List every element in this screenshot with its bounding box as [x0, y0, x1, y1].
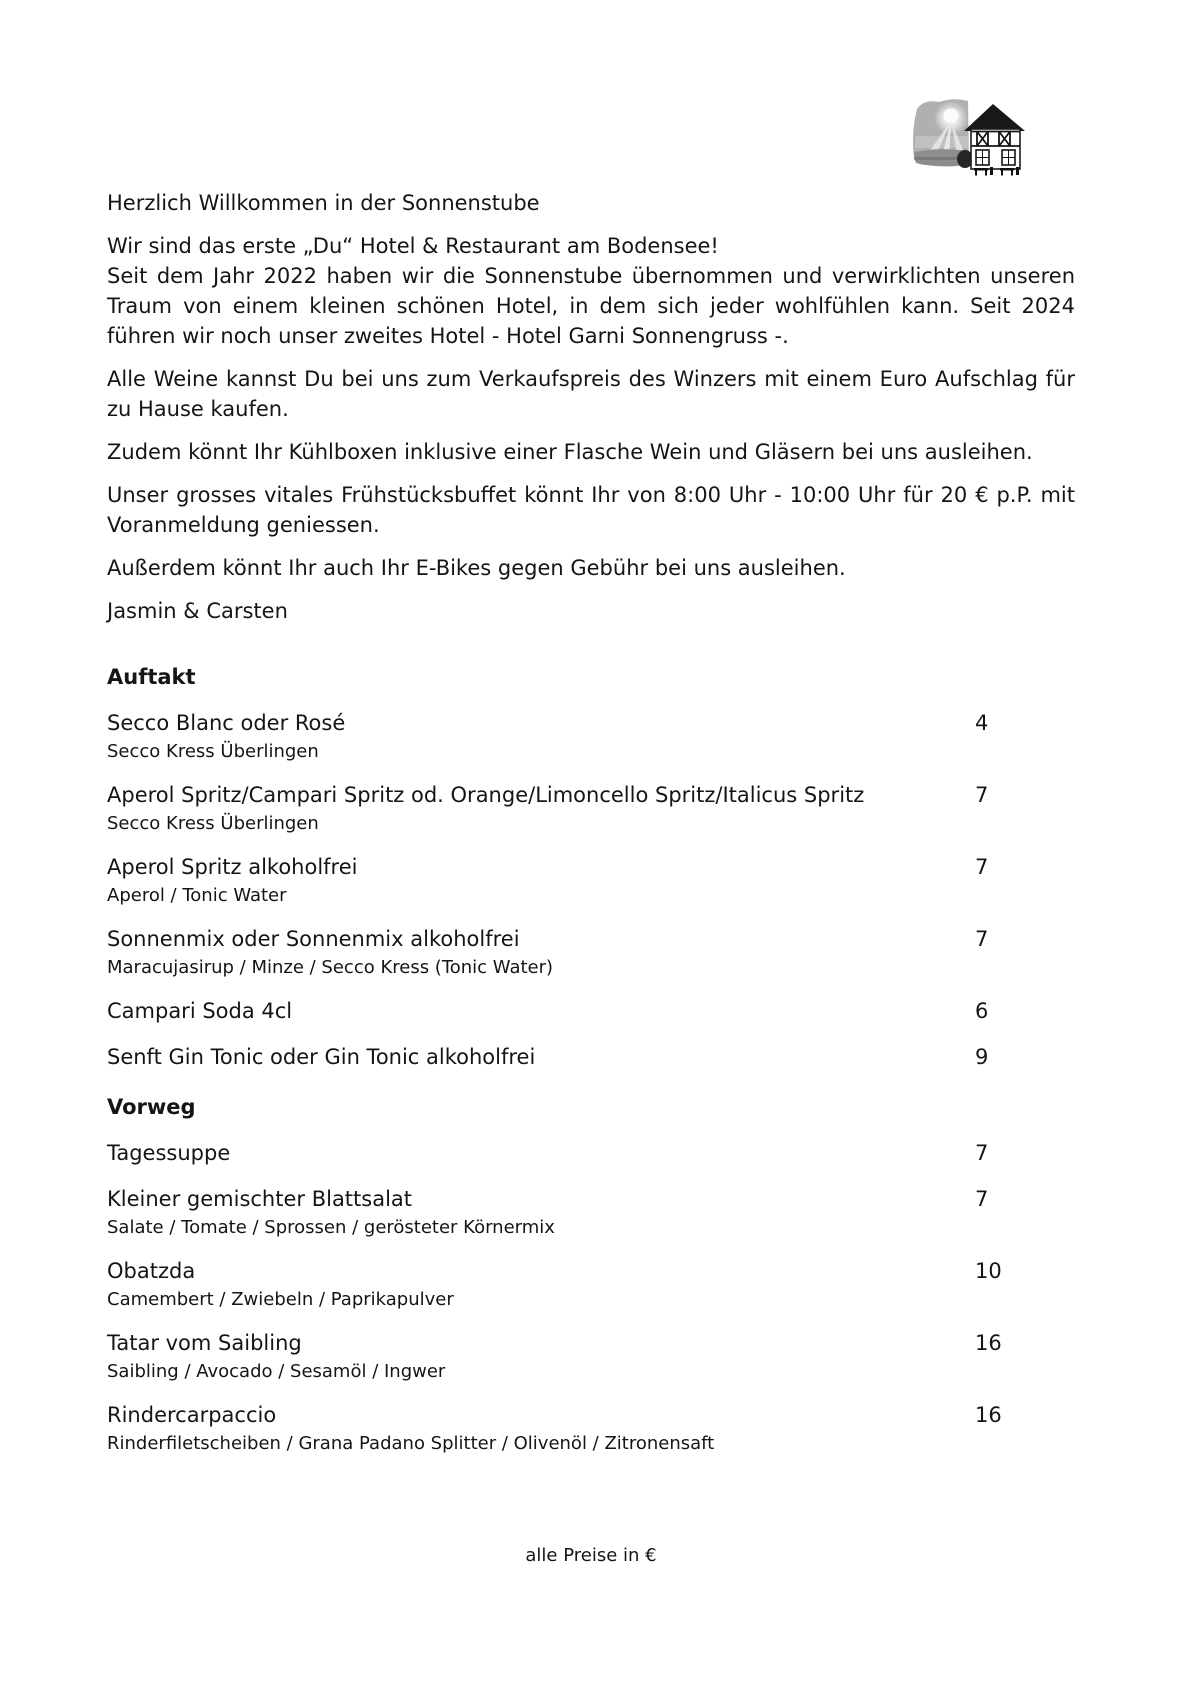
- menu-item-line: [107, 996, 1075, 1026]
- intro-paragraph-ebikes: Außerdem könnt Ihr auch Ihr E-Bikes gegen Gebühr bei uns ausleihen.: [107, 556, 846, 580]
- menu-item-name: Secco Blanc oder Rosé: [107, 711, 346, 735]
- menu-item-line: [107, 708, 1075, 738]
- menu-item: [107, 1138, 1075, 1168]
- intro-paragraph-hotel: [107, 231, 1075, 351]
- menu-section-auftakt: [107, 662, 1075, 1072]
- menu-item-desc: Aperol / Tonic Water: [107, 885, 287, 906]
- document-content: [107, 0, 1075, 1456]
- intro-paragraph-wine: Alle Weine kannst Du bei uns zum Verkaufspreis des Winzers mit einem Euro Aufschlag für zu Hause kaufen.: [107, 367, 1075, 421]
- menu-item-price: 7: [975, 855, 989, 879]
- menu-item: [107, 780, 1075, 836]
- menu-item-line: [107, 1256, 1075, 1286]
- menu-item-name: Rindercarpaccio: [107, 1403, 277, 1427]
- menu-item-price: 4: [975, 711, 989, 735]
- intro-paragraph-coolbox: Zudem könnt Ihr Kühlboxen inklusive einer Flasche Wein und Gläsern bei uns ausleihen.: [107, 440, 1033, 464]
- section-title-vorweg: Vorweg: [107, 1095, 196, 1119]
- menu-item-name: Kleiner gemischter Blattsalat: [107, 1187, 413, 1211]
- menu-item-desc: Maracujasirup / Minze / Secco Kress (Tonic Water): [107, 957, 554, 978]
- intro-line-du-hotel: Wir sind das erste „Du“ Hotel & Restaurant am Bodensee!: [107, 234, 719, 258]
- menu-item-name: Tatar vom Saibling: [107, 1331, 302, 1355]
- menu-item: [107, 924, 1075, 980]
- menu-item-desc: Secco Kress Überlingen: [107, 741, 319, 762]
- menu-item: [107, 1256, 1075, 1312]
- menu-item: [107, 852, 1075, 908]
- menu-item-desc: Salate / Tomate / Sprossen / gerösteter Körnermix: [107, 1217, 555, 1238]
- menu-item-name: Aperol Spritz/Campari Spritz od. Orange/Limoncello Spritz/Italicus Spritz: [107, 783, 865, 807]
- menu-item-name: Campari Soda 4cl: [107, 999, 293, 1023]
- menu-section-vorweg: [107, 1092, 1075, 1456]
- menu-item-line: [107, 1138, 1075, 1168]
- menu-item-desc: Camembert / Zwiebeln / Paprikapulver: [107, 1289, 454, 1310]
- menu-item-price: 10: [975, 1259, 1002, 1283]
- menu-item-price: 9: [975, 1045, 989, 1069]
- menu-item-price: 7: [975, 1187, 989, 1211]
- intro-line-history: Seit dem Jahr 2022 haben wir die Sonnenstube übernommen und verwirklichten unseren Traum von einem kleinen schönen Hotel, in dem sich jeder wohlfühlen kann. Seit 2024 führen wir noch unser zweites Hotel - Hotel Garni Sonnengruss -.: [107, 264, 1075, 348]
- menu-items-vorweg: [107, 1138, 1075, 1456]
- menu-item-line: [107, 780, 1075, 810]
- menu-item-name: Obatzda: [107, 1259, 196, 1283]
- menu-item-line: [107, 1328, 1075, 1358]
- menu-item-price: 6: [975, 999, 989, 1023]
- menu-item-desc: Saibling / Avocado / Sesamöl / Ingwer: [107, 1361, 446, 1382]
- section-title-auftakt: Auftakt: [107, 665, 196, 689]
- menu-item-name: Tagessuppe: [107, 1141, 231, 1165]
- intro-paragraph-breakfast: Unser grosses vitales Frühstücksbuffet könnt Ihr von 8:00 Uhr - 10:00 Uhr für 20 € p.P. mit Voranmeldung geniessen.: [107, 483, 1075, 537]
- menu-item-price: 7: [975, 1141, 989, 1165]
- welcome-heading: Herzlich Willkommen in der Sonnenstube: [107, 191, 540, 215]
- menu-item-name: Senft Gin Tonic oder Gin Tonic alkoholfrei: [107, 1045, 536, 1069]
- menu-item-line: [107, 1400, 1075, 1430]
- menu-item-price: 16: [975, 1403, 1002, 1427]
- menu-item: [107, 996, 1075, 1026]
- menu-item-line: [107, 852, 1075, 882]
- price-note-footer: alle Preise in €: [525, 1545, 657, 1566]
- menu-item-line: [107, 924, 1075, 954]
- menu-item-price: 16: [975, 1331, 1002, 1355]
- menu-items-auftakt: [107, 708, 1075, 1072]
- menu-item-name: Sonnenmix oder Sonnenmix alkoholfrei: [107, 927, 520, 951]
- signature: Jasmin & Carsten: [107, 599, 288, 623]
- menu-item-name: Aperol Spritz alkoholfrei: [107, 855, 358, 879]
- menu-item: [107, 1184, 1075, 1240]
- menu-item-line: [107, 1042, 1075, 1072]
- menu-item-line: [107, 1184, 1075, 1214]
- menu-item: [107, 1400, 1075, 1456]
- menu-item: [107, 1328, 1075, 1384]
- menu-item-price: 7: [975, 783, 989, 807]
- menu-item-desc: Secco Kress Überlingen: [107, 813, 319, 834]
- menu-item-price: 7: [975, 927, 989, 951]
- menu-item: [107, 708, 1075, 764]
- menu-item: [107, 1042, 1075, 1072]
- menu-item-desc: Rinderfiletscheiben / Grana Padano Splitter / Olivenöl / Zitronensaft: [107, 1433, 715, 1454]
